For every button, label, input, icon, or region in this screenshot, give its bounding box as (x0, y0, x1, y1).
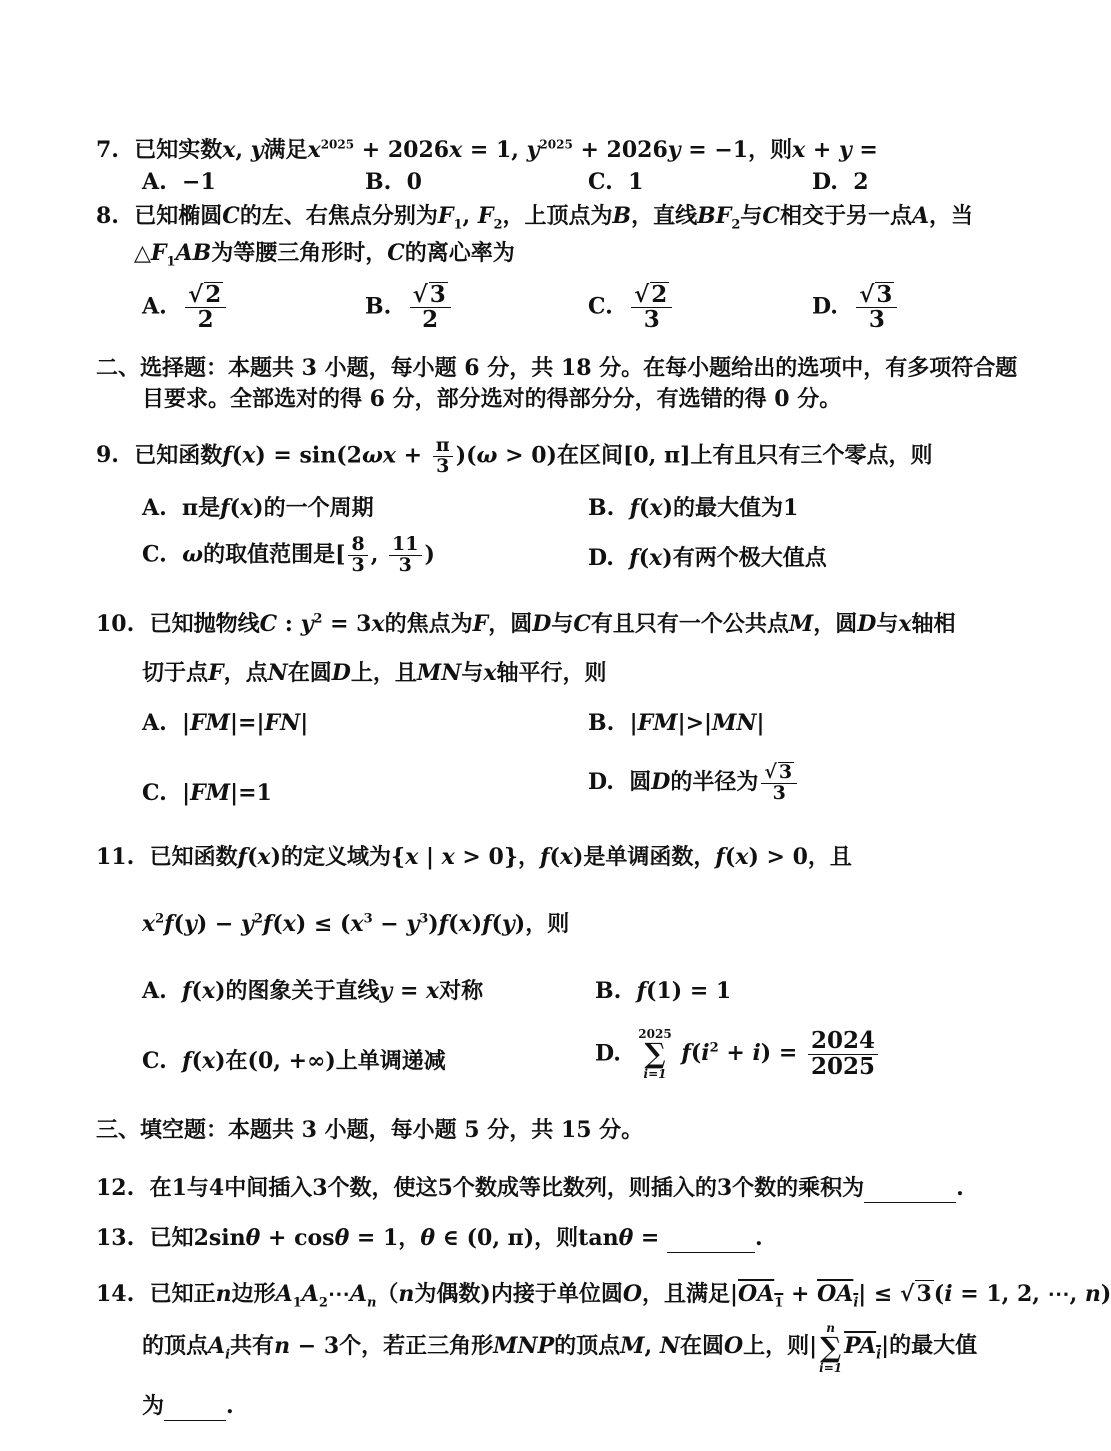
q8-option-d: D. $\frac{√3}{3}$ (812, 282, 900, 332)
q7-option-b: B. 0 (365, 169, 422, 195)
q10-option-b: B. |FM|>|MN| (588, 710, 765, 736)
q10-option-c: C. |FM|=1 (142, 780, 272, 806)
q9-option-a: A. π是f(x)的一个周期 (142, 495, 374, 521)
section3-heading: 三、填空题：本题共 3 小题，每小题 5 分，共 15 分。 (96, 1117, 644, 1143)
q13-stem: 13. 已知2sinθ + cosθ = 1，θ ∈ (0, π)，则tanθ = . (96, 1225, 763, 1251)
q9-option-d: D. f(x)有两个极大值点 (588, 545, 827, 571)
section2-heading-line2: 目要求。全部选对的得 6 分，部分选对的得部分分，有选错的得 0 分。 (142, 386, 842, 412)
q7-option-d: D. 2 (812, 169, 869, 195)
q14-stem-line3: 为 . (142, 1393, 234, 1419)
q11-stem-line1: 11. 已知函数f(x)的定义域为{x | x > 0}，f(x)是单调函数，f(x) > 0，且 (96, 844, 852, 870)
q12-answer-blank[interactable] (864, 1174, 956, 1203)
q8-option-b: B. $\frac{√3}{2}$ (365, 282, 454, 332)
q9-stem: 9. 已知函数f(x) = sin(2ωx + $\frac{\pi}{3}$ )(ω > 0)在区间[0, π]上有且只有三个零点，则 (96, 434, 933, 477)
q14-stem-line1: 14. 已知正n边形$A_1A_2\cdots A_n(n$为偶数)内接于单位圆O，且满足$|OA_1 + OA_i| \le √3(i = 1$, 2, ⋯, n) (96, 1281, 1111, 1311)
q13-answer-blank[interactable] (667, 1224, 755, 1253)
q14-answer-blank[interactable] (164, 1392, 226, 1421)
q11-stem-line2: $x^2f(y) - y^2f(x) \le (x^3 - y^3)f(x)f(y)$，则 (142, 911, 570, 937)
q7-option-c: C. 1 (588, 169, 644, 195)
q9-option-b: B. f(x)的最大值为1 (588, 495, 799, 521)
q11-option-d: D. 2025 ∑ i=1 $f(i^2 + i)$ = $\frac{2024}{2025}$ (595, 1028, 881, 1080)
q9-option-c: C. ω的取值范围是[ $\frac{8}{3}$ , $\frac{11}{3}$ ) (142, 533, 435, 576)
q10-stem-line1: 10. 已知抛物线C : $y^2 = 3x$的焦点为F，圆D与C有且只有一个公共点M，圆D与x轴相 (96, 611, 956, 637)
q11-option-b: B. f(1) = 1 (595, 978, 732, 1004)
q11-option-c: C. f(x)在(0, +∞)上单调递减 (142, 1048, 446, 1074)
q8-stem-line1: 8. 已知椭圆C的左、右焦点分别为$F_1$, $F_2$，上顶点为B，直线$BF_2$与C相交于另一点A，当 (96, 203, 974, 233)
q8-option-a: A. $\frac{√2}{2}$ (142, 282, 229, 332)
section2-heading: 二、选择题：本题共 3 小题，每小题 6 分，共 18 分。在每小题给出的选项中，有多项符合题 (96, 355, 1018, 381)
q10-option-a: A. |FM|=|FN| (142, 710, 309, 736)
q10-stem-line2: 切于点F，点N在圆D上，且MN与x轴平行，则 (142, 660, 607, 686)
q14-stem-line2: 的顶点$A_i$共有n − 3个，若正三角形MNP的顶点M, N在圆O上，则| n ∑ i=1 $PA_i|$的最大值 (142, 1321, 978, 1375)
q11-option-a: A. f(x)的图象关于直线y = x对称 (142, 978, 484, 1004)
q8-stem-line2: $\triangle F_1AB$为等腰三角形时，C的离心率为 (134, 240, 515, 270)
q12-stem: 12. 在1与4中间插入3个数，使这5个数成等比数列，则插入的3个数的乘积为 . (96, 1175, 964, 1201)
q10-option-d: D. 圆D的半径为 $\frac{√ 3}{3}$ (588, 762, 800, 804)
q8-option-c: C. $\frac{√2}{3}$ (588, 282, 675, 332)
q7-stem: 7. 已知实数x, y满足$x^{2025} + 2026x = 1$, $y^{2025} + 2026y = -1$，则x + y = (96, 137, 878, 163)
q7-option-a: A. −1 (142, 169, 216, 195)
